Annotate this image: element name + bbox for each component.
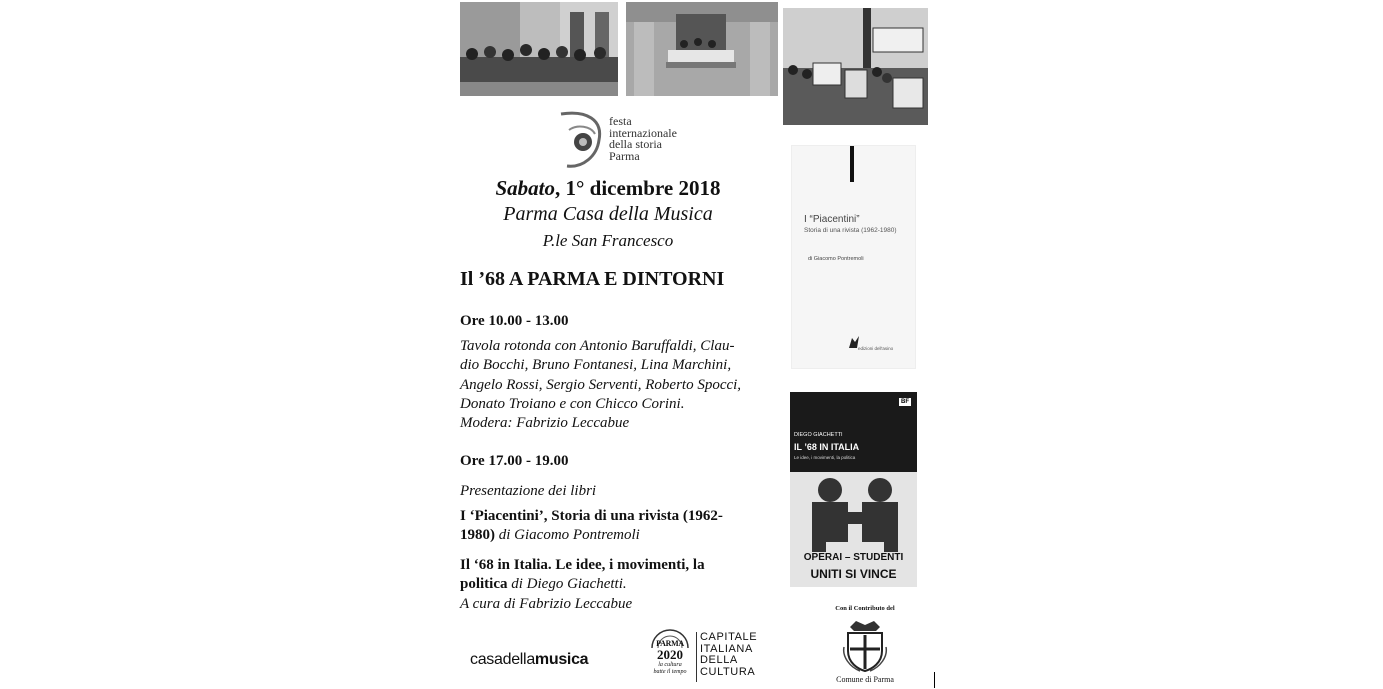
parma-2020-line4: batte il tempo: [653, 669, 687, 675]
event-day: Sabato: [495, 176, 555, 200]
capitale-line: CULTURA: [700, 665, 756, 678]
cdm-part: della: [502, 651, 535, 668]
session1-line: dio Bocchi, Bruno Fontanesi, Lina Marchini,: [460, 357, 732, 374]
book2-cover-author: DIEGO GIACHETTI: [794, 432, 843, 438]
book2-cover-slogan1: OPERAI – STUDENTI: [803, 552, 904, 563]
festa-emblem-icon: [557, 110, 607, 172]
session1-line: Angelo Rossi, Sergio Serventi, Roberto Spocci,: [460, 376, 742, 393]
book2-cover-slogan2: UNITI SI VINCE: [810, 567, 897, 581]
festa-line: Parma: [609, 148, 640, 163]
cdm-part: musica: [534, 651, 589, 668]
book2-cover-badge: BF: [901, 399, 909, 405]
contributo-text: Con il Contributo del: [835, 605, 895, 612]
cdm-part: casa: [470, 651, 503, 668]
event-date-text: , 1° dicembre 2018: [555, 176, 721, 200]
event-title: Il ’68 A PARMA E DINTORNI: [460, 268, 725, 290]
session1-line: Modera: Fabrizio Leccabue: [460, 415, 630, 432]
festa-line: internazionale: [609, 125, 677, 140]
event-date: [458, 176, 758, 201]
book1-cover: [791, 145, 916, 369]
capitale-line: DELLA: [700, 654, 738, 666]
photo-balcony-banner: [626, 2, 778, 96]
photo-protest-march: [783, 8, 928, 125]
session2-time: Ore 17.00 - 19.00: [460, 453, 569, 469]
book1-author: di Giacomo Pontremoli: [495, 527, 640, 544]
festa-text: [609, 116, 677, 162]
book2-description: [460, 556, 705, 614]
session2-intro-text: Presentazione dei libri: [460, 483, 597, 499]
capitale-line: CAPITALE: [700, 631, 758, 643]
festa-storia-logo: [557, 110, 697, 174]
book2-title-line2: politica: [460, 576, 508, 593]
festa-line: della storia: [609, 137, 662, 151]
book1-cover-author: di Giacomo Pontremoli: [808, 256, 864, 262]
session1-line: Tavola rotonda con Antonio Baruffaldi, Clau-: [460, 338, 735, 354]
book1-cover-subtitle: Storia di una rivista (1962-1980): [804, 227, 897, 234]
event-address: P.le San Francesco: [542, 231, 674, 250]
book1-description: [460, 507, 723, 546]
book2-title-line1: Il ‘68 in Italia. Le idee, i movimenti, la: [460, 557, 705, 573]
capitale-line: ITALIANA: [700, 642, 753, 655]
parma-2020-line1: PARMA: [656, 639, 684, 648]
parma-crest-icon: [842, 617, 888, 673]
capitale-cultura-text: [700, 632, 757, 678]
photo-crowd-building: [460, 2, 618, 96]
book2-cover-title: IL ’68 IN ITALIA: [794, 442, 860, 452]
session1-time: Ore 10.00 - 13.00: [460, 313, 569, 329]
casa-della-musica-logo: [470, 651, 588, 669]
comune-text: Comune di Parma: [836, 675, 894, 684]
book1-title-line2: 1980): [460, 527, 495, 544]
book2-cover: [790, 392, 917, 587]
book2-author: di Diego Giachetti.: [507, 576, 627, 593]
book1-cover-title: I “Piacentini”: [804, 214, 860, 225]
parma-2020-line3: la cultura: [658, 662, 682, 668]
event-venue: Parma Casa della Musica: [503, 203, 713, 225]
book1-title-line1: I ‘Piacentini’, Storia di una rivista (1962-: [460, 508, 723, 524]
session2-intro: [460, 482, 770, 501]
comune-di-parma-logo: [820, 605, 910, 689]
session1-line: Donato Troiano e con Chicco Corini.: [460, 395, 685, 412]
session1-description: [460, 337, 770, 433]
book1-cover-publisher: edizioni dell'asino: [858, 346, 894, 351]
festa-line: festa: [609, 114, 632, 128]
book2-curator: A cura di Fabrizio Leccabue: [460, 595, 633, 612]
text-cursor: [934, 672, 935, 688]
book2-cover-subtitle: Le idee, i movimenti, la politica: [794, 455, 856, 460]
parma-2020-line2: 2020: [657, 647, 683, 662]
